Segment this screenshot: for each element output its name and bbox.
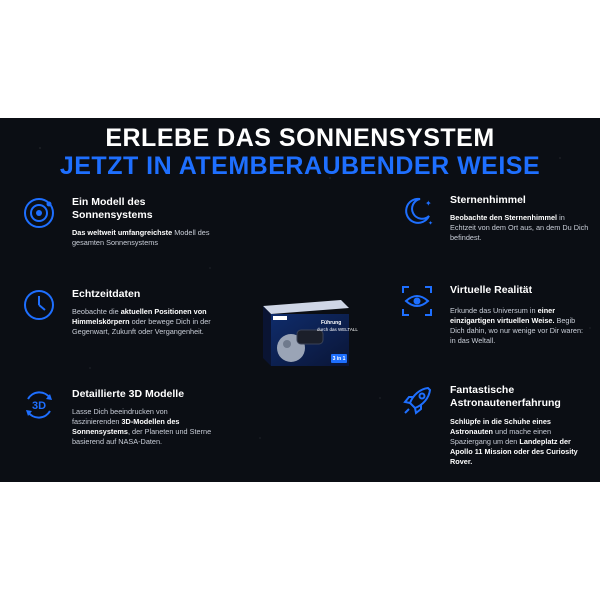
product-box-image — [261, 298, 358, 368]
feature-description: Lasse Dich beeindrucken von faszinierenden 3D-Modellen des Sonnensystems, der Planeten und Sterne basierend auf NASA-Daten. — [72, 407, 212, 446]
svg-text:3 in 1: 3 in 1 — [332, 356, 346, 362]
feature-title: Virtuelle Realität — [450, 284, 533, 296]
feature-title: Fantastische Astronautenerfahrung — [450, 384, 561, 409]
promo-banner — [0, 118, 600, 482]
solar-system-icon — [22, 196, 56, 230]
svg-text:3D: 3D — [31, 400, 47, 412]
headline-line-2: JETZT IN ATEMBERAUBENDER WEISE — [59, 152, 541, 180]
moon-stars-icon — [400, 194, 434, 228]
headline-line-1: ERLEBE DAS SONNENSYSTEM — [105, 124, 495, 152]
svg-text:✦: ✦ — [425, 199, 432, 208]
vr-eye-icon — [400, 284, 434, 318]
feature-title: Detaillierte 3D Modelle — [72, 388, 185, 400]
feature-description: Schlüpfe in die Schuhe eines Astronauten und mache einen Spaziergang um den Landeplatz der Apollo 11 Mission oder des Curiosity Rover. — [450, 417, 578, 466]
svg-text:✦: ✦ — [428, 220, 434, 227]
rocket-icon — [400, 384, 434, 418]
clock-icon — [22, 288, 56, 322]
svg-text:durch das WELTALL: durch das WELTALL — [317, 327, 358, 332]
feature-title: Echtzeitdaten — [72, 288, 141, 300]
feature-description: Beobachte die aktuellen Positionen von Himmelskörpern oder bewege Dich in der Gegenwart, Zukunft oder Vergangenheit. — [72, 307, 211, 336]
3d-icon — [22, 388, 56, 422]
feature-description: Erkunde das Universum in einer einzigartigen virtuellen Weise. Begib Dich dahin, wo nur wenige vor Dir waren: in das Weltall. — [450, 306, 584, 345]
feature-title: Ein Modell des Sonnensystems — [72, 196, 153, 221]
feature-title: Sternenhimmel — [450, 194, 526, 206]
svg-text:Führung: Führung — [321, 320, 342, 326]
feature-description: Das weltweit umfangreichste Modell des gesamten Sonnensystems — [72, 228, 210, 247]
feature-description: Beobachte den Sternenhimmel in Echtzeit von dem Ort aus, an dem Du Dich befindest. — [450, 213, 589, 242]
